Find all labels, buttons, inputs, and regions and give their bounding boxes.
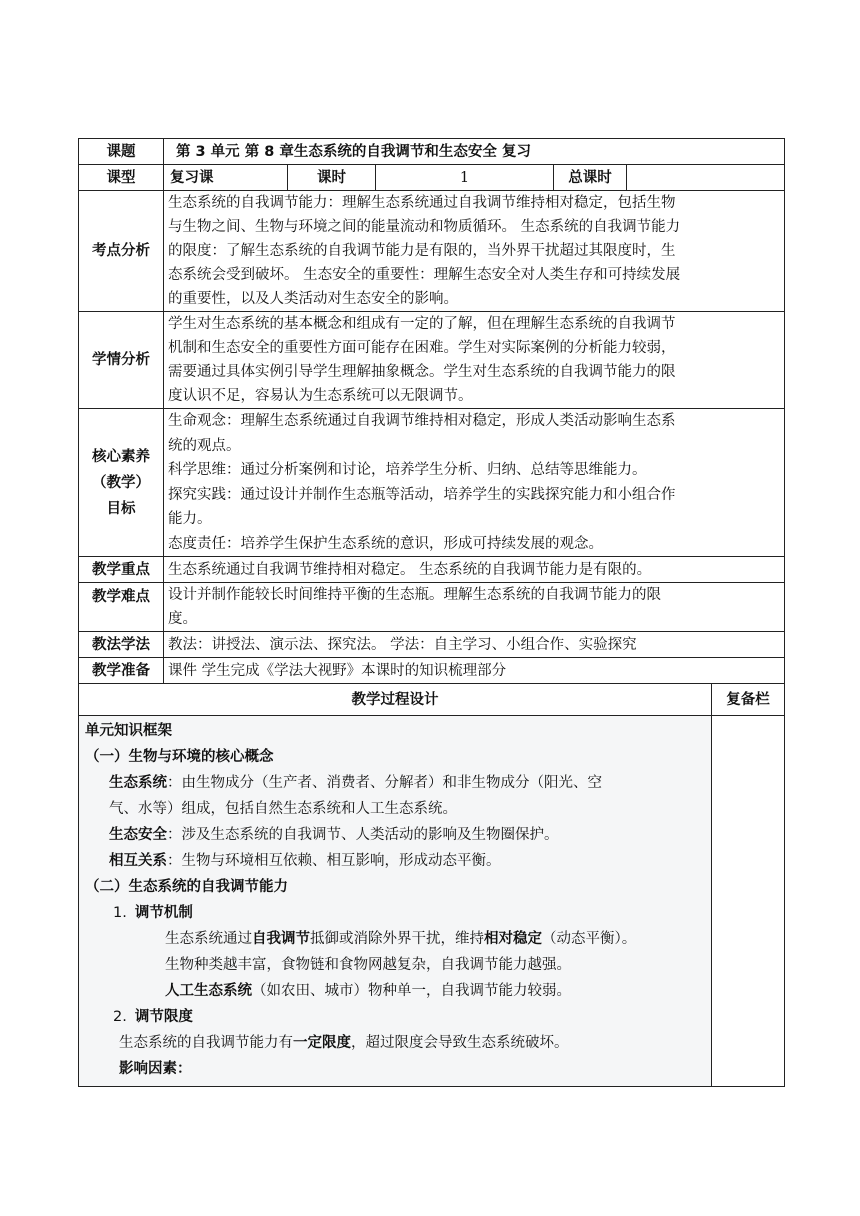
item-ecosystem-lead: 生态系统 bbox=[109, 775, 167, 791]
period-value: 1 bbox=[376, 165, 554, 191]
hexin-content bbox=[164, 409, 785, 557]
item-ecosafety-text: ：涉及生态系统的自我调节、人类活动的影响及生物圈保护。 bbox=[167, 827, 559, 843]
xueqing-line: 需要通过具体实例引导学生理解抽象概念。学生对生态系统的自我调节能力的限 bbox=[168, 364, 676, 380]
factors-title: 影响因素： bbox=[119, 1061, 192, 1077]
kaodian-line: 的限度：了解生态系统的自我调节能力是有限的，当外界干扰超过其限度时，生 bbox=[168, 243, 676, 259]
process-header-label: 教学过程设计 bbox=[79, 684, 712, 716]
limit-text: 生态系统的自我调节能力有 bbox=[119, 1035, 293, 1051]
side-column-label: 复备栏 bbox=[712, 684, 785, 716]
mechanism-line-a bbox=[85, 926, 705, 952]
mech-text: 抵御或消除外界干扰，维持 bbox=[310, 931, 484, 947]
mechanism-line-c bbox=[85, 978, 705, 1004]
framework-title: 单元知识框架 bbox=[85, 723, 172, 739]
sub2-heading bbox=[85, 1004, 705, 1030]
limit-keyword: 一定限度 bbox=[293, 1035, 351, 1051]
total-value bbox=[627, 165, 785, 191]
sub2-number: 2. bbox=[113, 1009, 127, 1025]
zhunbei-label: 教学准备 bbox=[79, 658, 164, 684]
hexin-label bbox=[79, 409, 164, 557]
xueqing-label: 学情分析 bbox=[79, 312, 164, 409]
kaodian-label: 考点分析 bbox=[79, 191, 164, 312]
item-ecosystem bbox=[85, 770, 705, 796]
item-relation-lead: 相互关系 bbox=[109, 853, 167, 869]
item-relation bbox=[85, 848, 705, 874]
lesson-plan-table bbox=[78, 138, 785, 1087]
mech-text: （如农田、城市）物种单一，自我调节能力较弱。 bbox=[252, 983, 571, 999]
row-jiaofa bbox=[79, 632, 785, 658]
row-process-body bbox=[79, 716, 785, 1087]
item-relation-text: ：生物与环境相互依赖、相互影响，形成动态平衡。 bbox=[167, 853, 501, 869]
type-label: 课型 bbox=[79, 165, 164, 191]
sub2-title: 调节限度 bbox=[134, 1009, 193, 1025]
type-value: 复习课 bbox=[164, 165, 288, 191]
row-zhunbei bbox=[79, 658, 785, 684]
kaodian-line: 与生物之间、生物与环境之间的能量流动和物质循环。 生态系统的自我调节能力 bbox=[168, 219, 681, 235]
mech-keyword: 相对稳定 bbox=[484, 931, 542, 947]
row-xueqing bbox=[79, 312, 785, 409]
kaodian-line: 态系统会受到破坏。 生态安全的重要性：理解生态安全对人类生存和可持续发展 bbox=[168, 267, 681, 283]
kaodian-line: 生态系统的自我调节能力：理解生态系统通过自我调节维持相对稳定，包括生物 bbox=[168, 195, 676, 211]
mech-keyword: 自我调节 bbox=[252, 931, 310, 947]
row-nandian bbox=[79, 583, 785, 632]
row-type bbox=[79, 165, 785, 191]
zhongdian-label: 教学重点 bbox=[79, 557, 164, 583]
jiaofa-label: 教法学法 bbox=[79, 632, 164, 658]
mech-text: 生态系统通过 bbox=[165, 931, 252, 947]
hexin-label-line: 核心素养 bbox=[92, 448, 150, 465]
mech-text: （动态平衡）。 bbox=[542, 931, 637, 947]
hexin-label-line: （教学） bbox=[92, 474, 150, 491]
hexin-label-line: 目标 bbox=[106, 500, 136, 517]
row-process-header bbox=[79, 684, 785, 716]
row-topic bbox=[79, 139, 785, 165]
xueqing-content bbox=[164, 312, 785, 409]
kaodian-content bbox=[164, 191, 785, 312]
part1-title: （一）生物与环境的核心概念 bbox=[85, 749, 274, 765]
hexin-line: 探究实践：通过设计并制作生态瓶等活动，培养学生的实践探究能力和小组合作 bbox=[168, 486, 676, 503]
row-kaodian bbox=[79, 191, 785, 312]
nandian-line: 设计并制作能较长时间维持平衡的生态瓶。理解生态系统的自我调节能力的限 bbox=[168, 587, 661, 603]
nandian-content bbox=[164, 583, 785, 632]
part2-title: （二）生态系统的自我调节能力 bbox=[85, 879, 288, 895]
hexin-line: 能力。 bbox=[168, 511, 212, 527]
side-column bbox=[712, 716, 785, 1087]
topic-label: 课题 bbox=[79, 139, 164, 165]
item-ecosafety bbox=[85, 822, 705, 848]
nandian-label: 教学难点 bbox=[79, 583, 164, 632]
total-label: 总课时 bbox=[554, 165, 627, 191]
sub1-number: 1. bbox=[113, 905, 127, 921]
xueqing-line: 机制和生态安全的重要性方面可能存在困难。学生对实际案例的分析能力较弱， bbox=[168, 340, 676, 356]
zhongdian-value: 生态系统通过自我调节维持相对稳定。 生态系统的自我调节能力是有限的。 bbox=[164, 557, 785, 583]
item-ecosystem-cont: 气、水等）组成，包括自然生态系统和人工生态系统。 bbox=[109, 801, 457, 817]
limit-text: ，超过限度会导致生态系统破坏。 bbox=[351, 1035, 569, 1051]
mechanism-line-b: 生物种类越丰富，食物链和食物网越复杂，自我调节能力越强。 bbox=[165, 957, 571, 973]
kaodian-line: 的重要性，以及人类活动对生态安全的影响。 bbox=[168, 291, 458, 307]
hexin-line: 态度责任：培养学生保护生态系统的意识，形成可持续发展的观念。 bbox=[168, 535, 603, 552]
item-ecosafety-lead: 生态安全 bbox=[109, 827, 167, 843]
mech-keyword: 人工生态系统 bbox=[165, 983, 252, 999]
xueqing-line: 学生对生态系统的基本概念和组成有一定的了解，但在理解生态系统的自我调节 bbox=[168, 316, 676, 332]
item-ecosystem-text: ：由生物成分（生产者、消费者、分解者）和非生物成分（阳光、空 bbox=[167, 775, 602, 791]
nandian-line: 度。 bbox=[168, 611, 197, 627]
zhunbei-value: 课件 学生完成《学法大视野》本课时的知识梳理部分 bbox=[164, 658, 785, 684]
topic-value: 第 3 单元 第 8 章生态系统的自我调节和生态安全 复习 bbox=[164, 139, 785, 165]
jiaofa-value: 教法：讲授法、演示法、探究法。 学法：自主学习、小组合作、实验探究 bbox=[164, 632, 785, 658]
limit-line bbox=[85, 1030, 705, 1056]
hexin-line: 统的观点。 bbox=[168, 437, 241, 454]
hexin-line: 生命观念：理解生态系统通过自我调节维持相对稳定，形成人类活动影响生态系 bbox=[168, 413, 676, 429]
period-label: 课时 bbox=[288, 165, 376, 191]
xueqing-line: 度认识不足，容易认为生态系统可以无限调节。 bbox=[168, 388, 473, 404]
process-content bbox=[79, 716, 712, 1087]
row-zhongdian bbox=[79, 557, 785, 583]
hexin-line: 科学思维：通过分析案例和讨论，培养学生分析、归纳、总结等思维能力。 bbox=[168, 462, 647, 478]
sub1-heading bbox=[85, 900, 705, 926]
row-hexin bbox=[79, 409, 785, 557]
sub1-title: 调节机制 bbox=[134, 905, 193, 921]
